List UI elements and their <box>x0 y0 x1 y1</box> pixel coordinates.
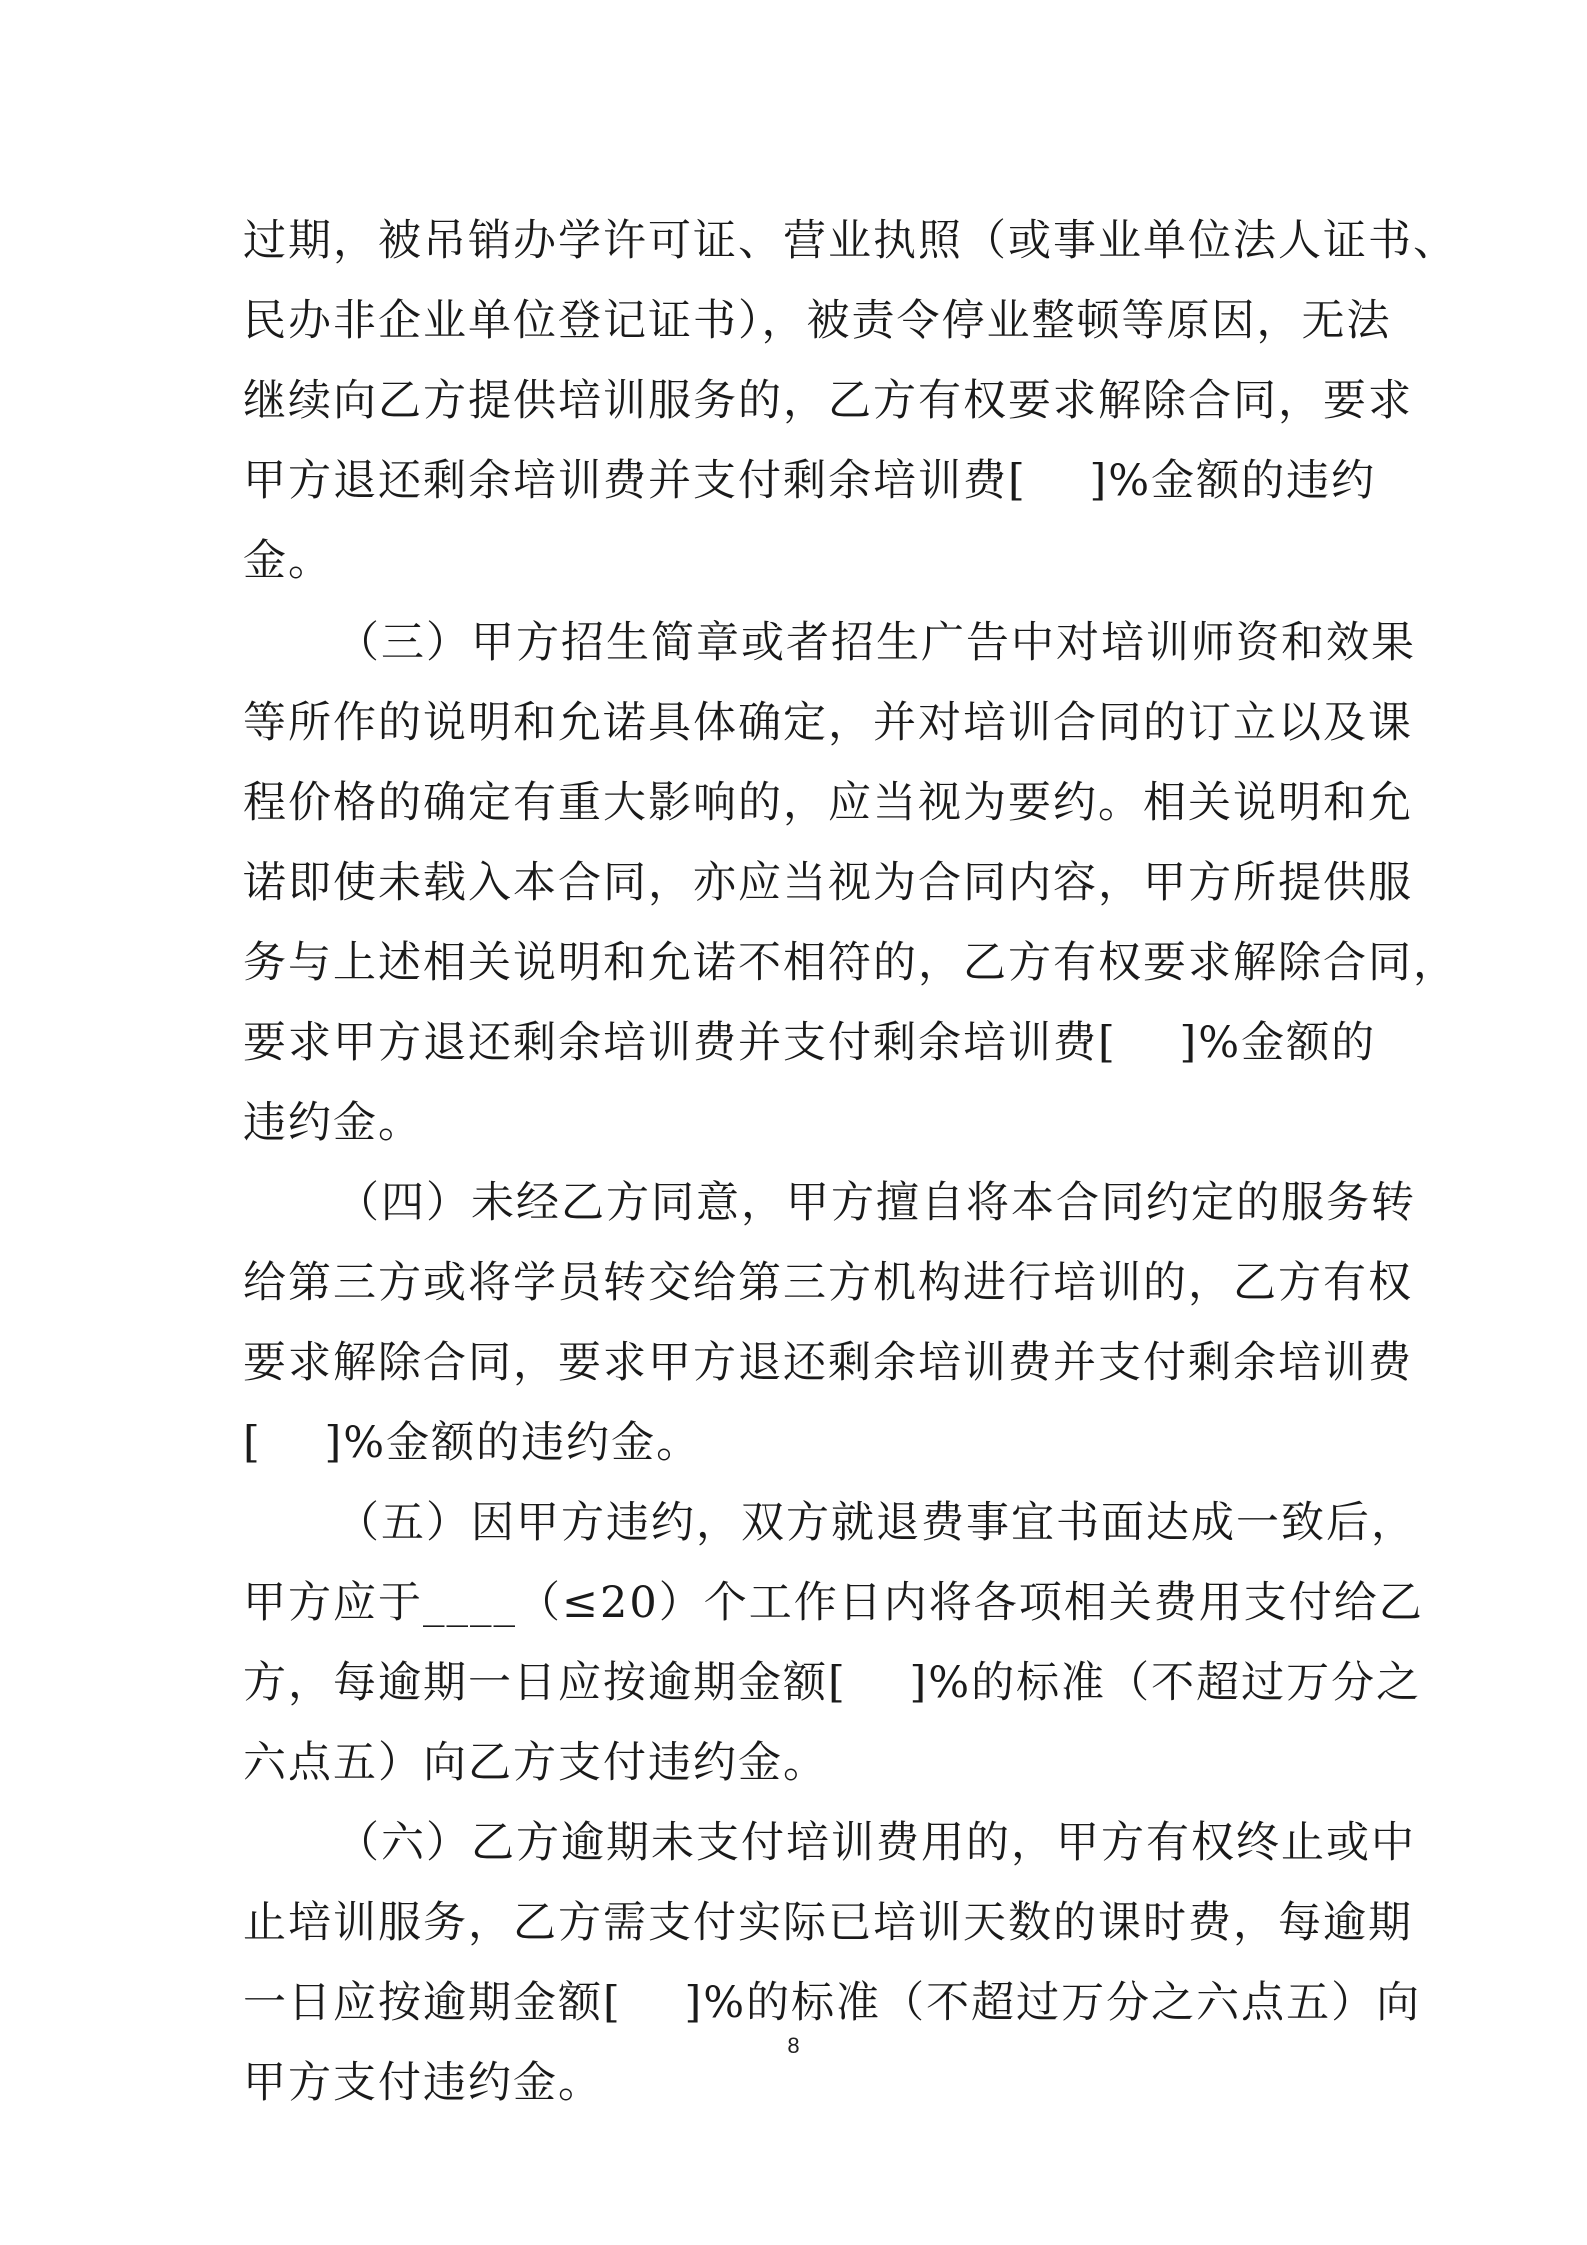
paragraph-six-start: （六）乙方逾期未支付培训费用的，甲方有权终止或中 <box>336 1818 1416 1868</box>
text-line: 违约金。 <box>243 1098 423 1148</box>
text-line: 程价格的确定有重大影响的，应当视为要约。相关说明和允 <box>243 778 1413 828</box>
text-line: 务与上述相关说明和允诺不相符的，乙方有权要求解除合同， <box>243 938 1458 988</box>
text-line: 止培训服务，乙方需支付实际已培训天数的课时费，每逾期 <box>243 1898 1413 1948</box>
text-line: 要求甲方退还剩余培训费并支付剩余培训费[ ]%金额的 <box>243 1018 1377 1068</box>
text-line: 等所作的说明和允诺具体确定，并对培训合同的订立以及课 <box>243 698 1413 748</box>
text-line: 过期，被吊销办学许可证、营业执照（或事业单位法人证书、 <box>243 216 1458 266</box>
text-line: 甲方支付违约金。 <box>243 2058 603 2108</box>
paragraph-five-start: （五）因甲方违约，双方就退费事宜书面达成一致后， <box>336 1498 1416 1548</box>
text-line: 继续向乙方提供培训服务的，乙方有权要求解除合同，要求 <box>243 376 1413 426</box>
text-line: 给第三方或将学员转交给第三方机构进行培训的，乙方有权 <box>243 1258 1413 1308</box>
paragraph-four-start: （四）未经乙方同意，甲方擅自将本合同约定的服务转 <box>336 1178 1416 1228</box>
text-line: 民办非企业单位登记证书），被责令停业整顿等原因，无法 <box>243 296 1392 346</box>
text-line: 甲方应于____（≤20）个工作日内将各项相关费用支付给乙 <box>243 1578 1424 1628</box>
text-line: 甲方退还剩余培训费并支付剩余培训费[ ]%金额的违约 <box>243 456 1377 506</box>
text-line: 六点五）向乙方支付违约金。 <box>243 1738 828 1788</box>
text-line: 要求解除合同，要求甲方退还剩余培训费并支付剩余培训费 <box>243 1338 1413 1388</box>
text-line: [ ]%金额的违约金。 <box>243 1418 702 1468</box>
text-line: 诺即使未载入本合同，亦应当视为合同内容，甲方所提供服 <box>243 858 1413 908</box>
page-number: 8 <box>787 2033 800 2058</box>
text-line: 一日应按逾期金额[ ]%的标准（不超过万分之六点五）向 <box>243 1978 1422 2028</box>
text-line: 方，每逾期一日应按逾期金额[ ]%的标准（不超过万分之 <box>243 1658 1422 1708</box>
paragraph-three-start: （三）甲方招生简章或者招生广告中对培训师资和效果 <box>336 618 1416 668</box>
text-line: 金。 <box>243 536 333 586</box>
